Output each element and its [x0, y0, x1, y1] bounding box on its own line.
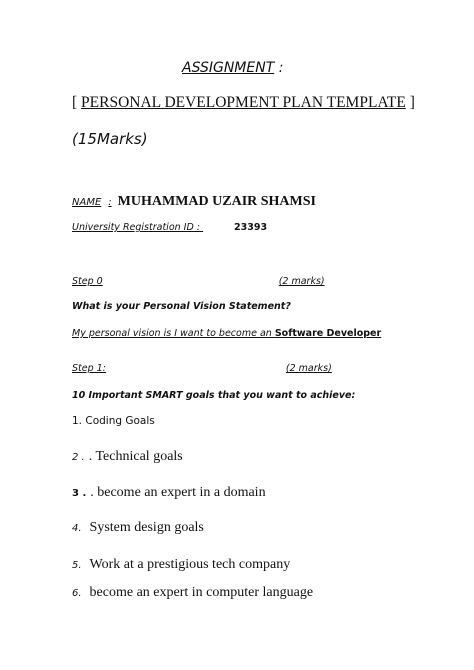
step0-marks: (2 marks)	[278, 276, 325, 287]
goal-item-5	[72, 555, 290, 573]
goal-number: 4.	[72, 523, 82, 534]
name-label: NAME	[72, 197, 102, 208]
goal-number: 3 .	[72, 488, 87, 499]
step1-blank	[106, 363, 286, 374]
goal-item-1	[72, 415, 155, 427]
step0-answer-bold: Software Developer	[274, 328, 382, 339]
document-subtitle	[72, 94, 415, 112]
step1-marks: (2 marks)	[285, 363, 332, 374]
name-line	[72, 192, 316, 210]
step1-header	[72, 363, 332, 374]
registration-label: University Registration ID :	[72, 222, 201, 233]
goal-number: 1.	[72, 415, 83, 427]
registration-line	[72, 222, 267, 233]
assignment-title-colon: :	[278, 60, 284, 76]
goal-text: become an expert in computer language	[89, 585, 314, 600]
step1-label: Step 1:	[72, 363, 106, 374]
step0-question: What is your Personal Vision Statement?	[72, 301, 291, 312]
step0-answer	[72, 328, 381, 339]
goal-text: . Technical goals	[88, 449, 183, 464]
step0-blank	[103, 276, 279, 287]
goal-number: 5.	[72, 560, 82, 571]
step0-header	[72, 276, 325, 287]
step0-label: Step 0	[72, 276, 103, 287]
goal-item-4	[72, 518, 204, 536]
goal-text: . become an expert in a domain	[90, 485, 266, 500]
step0-answer-prefix: My personal vision is I want to become an	[72, 328, 272, 339]
goal-number: 2 .	[72, 452, 85, 463]
goal-item-3	[72, 483, 266, 501]
registration-blank	[200, 222, 227, 233]
total-marks: (15Marks)	[72, 130, 148, 148]
goal-text: Work at a prestigious tech company	[89, 557, 291, 572]
goal-text: System design goals	[89, 520, 204, 535]
subtitle-close-bracket: ]	[409, 94, 415, 111]
assignment-title-text: ASSIGNMENT	[182, 60, 275, 76]
name-value: MUHAMMAD UZAIR SHAMSI	[117, 194, 316, 209]
assignment-title	[182, 60, 283, 76]
goal-item-2	[72, 447, 183, 465]
subtitle-text: PERSONAL DEVELOPMENT PLAN TEMPLATE	[81, 94, 406, 111]
registration-value: 23393	[234, 222, 268, 233]
goal-number: 6.	[72, 588, 82, 599]
name-colon: :	[108, 197, 112, 208]
subtitle-open-bracket: [	[72, 94, 78, 111]
step1-question: 10 Important SMART goals that you want to achieve:	[72, 390, 356, 401]
goal-text: Coding Goals	[85, 415, 155, 427]
goal-item-6	[72, 583, 313, 601]
